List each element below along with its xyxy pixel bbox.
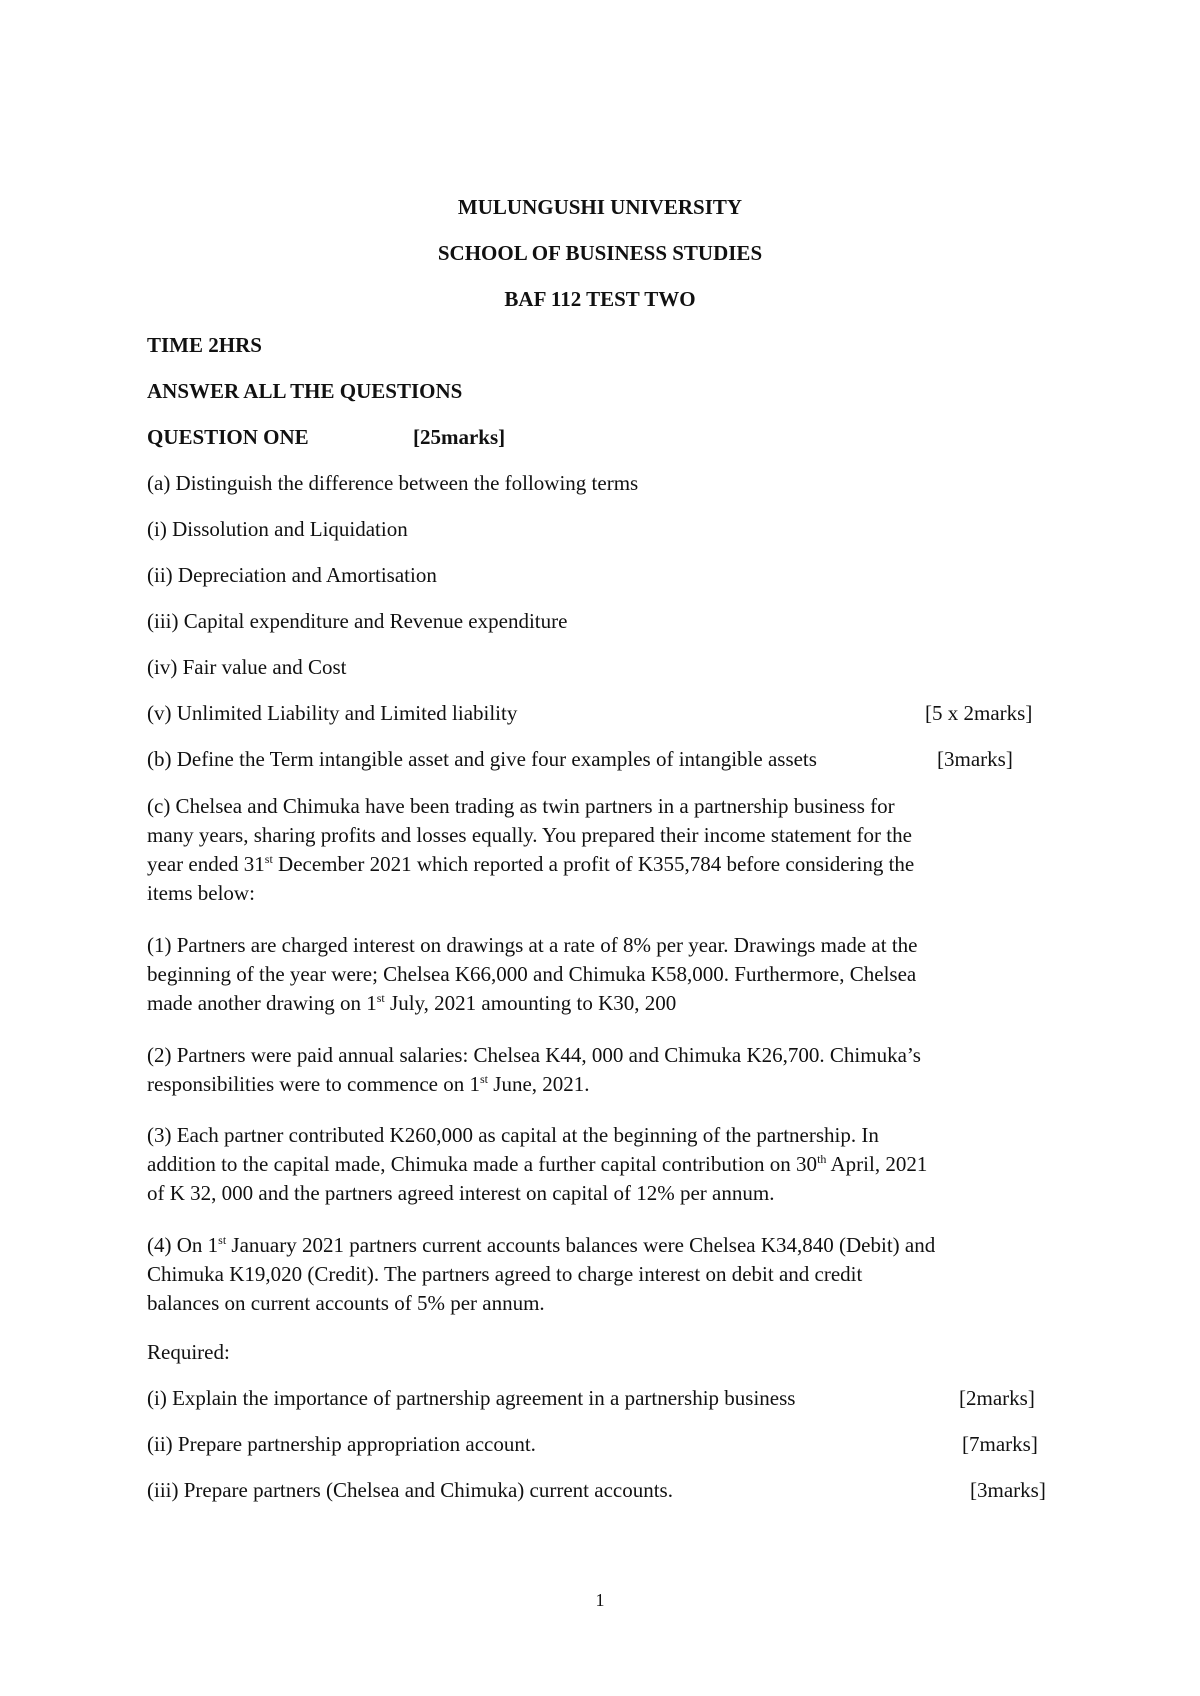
part-a-intro: (a) Distinguish the difference between the following terms [147,471,639,495]
item-2-line: (2) Partners were paid annual salaries: Chelsea K44, 000 and Chimuka K26,700. Chimuka’s [147,1043,921,1067]
item-2-line [147,1070,1067,1099]
text-fragment: January 2021 partners current accounts balances were Chelsea K34,840 (Debit) and [226,1233,936,1257]
part-a-item: (iv) Fair value and Cost [147,655,347,679]
part-a-item: (iii) Capital expenditure and Revenue expenditure [147,609,568,633]
part-b-text: (b) Define the Term intangible asset and give four examples of intangible assets [147,747,817,771]
required-item: (i) Explain the importance of partnership agreement in a partnership business [147,1386,796,1410]
item-3-paragraph [147,1121,1067,1208]
question-one-marks: [25marks] [413,425,506,449]
question-one-title [147,423,309,452]
text-fragment: (4) On 1 [147,1233,219,1257]
item-4-line: Chimuka K19,020 (Credit). The partners agreed to charge interest on debit and credit [147,1262,863,1286]
item-4-line [147,1231,1067,1260]
text-fragment: year ended 31 [147,852,265,876]
part-a-item: (i) Dissolution and Liquidation [147,517,408,541]
text-fragment: July, 2021 amounting to K30, 200 [384,991,677,1015]
required-item-marks: [2marks] [959,1386,1035,1410]
school-title: SCHOOL OF BUSINESS STUDIES [437,241,763,265]
text-fragment: addition to the capital made, Chimuka made a further capital contribution on 30 [147,1152,818,1176]
item-1-paragraph [147,931,1067,1018]
item-2-paragraph [147,1041,1067,1099]
required-item: (iii) Prepare partners (Chelsea and Chimuka) current accounts. [147,1478,673,1502]
text-fragment: made another drawing on 1 [147,991,377,1015]
ordinal-suffix: st [264,852,273,866]
answer-all-instruction: ANSWER ALL THE QUESTIONS [147,379,463,403]
part-a-item: (v) Unlimited Liability and Limited liability [147,701,518,725]
university-title: MULUNGUSHI UNIVERSITY [457,195,743,219]
part-a-item: (ii) Depreciation and Amortisation [147,563,437,587]
required-item-marks: [3marks] [970,1478,1046,1502]
ordinal-suffix: st [218,1233,227,1247]
item-3-line: (3) Each partner contributed K260,000 as capital at the beginning of the partnership. In [147,1123,879,1147]
part-c-line: many years, sharing profits and losses equally. You prepared their income statement for the [147,823,912,847]
text-fragment: June, 2021. [488,1072,590,1096]
item-4-paragraph [147,1231,1067,1318]
item-1-line [147,989,1067,1018]
ordinal-suffix: st [376,991,385,1005]
text-fragment: April, 2021 [826,1152,928,1176]
item-4-line: balances on current accounts of 5% per annum. [147,1291,545,1315]
text-fragment: December 2021 which reported a profit of K355,784 before considering the [272,852,915,876]
item-1-line: beginning of the year were; Chelsea K66,000 and Chimuka K58,000. Furthermore, Chelsea [147,962,917,986]
page-number: 1 [595,1590,605,1610]
part-b-marks: [3marks] [937,747,1013,771]
time-allowed: TIME 2HRS [147,333,262,357]
test-title: BAF 112 TEST TWO [504,287,696,311]
part-c-line: (c) Chelsea and Chimuka have been trading as twin partners in a partnership business for [147,794,895,818]
item-3-line [147,1150,1067,1179]
required-label: Required: [147,1340,230,1364]
part-c-line: items below: [147,881,255,905]
required-item: (ii) Prepare partnership appropriation account. [147,1432,536,1456]
required-item-marks: [7marks] [962,1432,1038,1456]
text-fragment: responsibilities were to commence on 1 [147,1072,480,1096]
part-c-paragraph [147,792,1067,908]
part-a-marks: [5 x 2marks] [925,701,1033,725]
ordinal-suffix: st [480,1072,489,1086]
item-1-line: (1) Partners are charged interest on drawings at a rate of 8% per year. Drawings made at the [147,933,918,957]
ordinal-suffix: th [817,1152,827,1166]
part-c-line [147,850,1067,879]
item-3-line: of K 32, 000 and the partners agreed interest on capital of 12% per annum. [147,1181,775,1205]
question-one-label: QUESTION ONE [147,425,309,449]
